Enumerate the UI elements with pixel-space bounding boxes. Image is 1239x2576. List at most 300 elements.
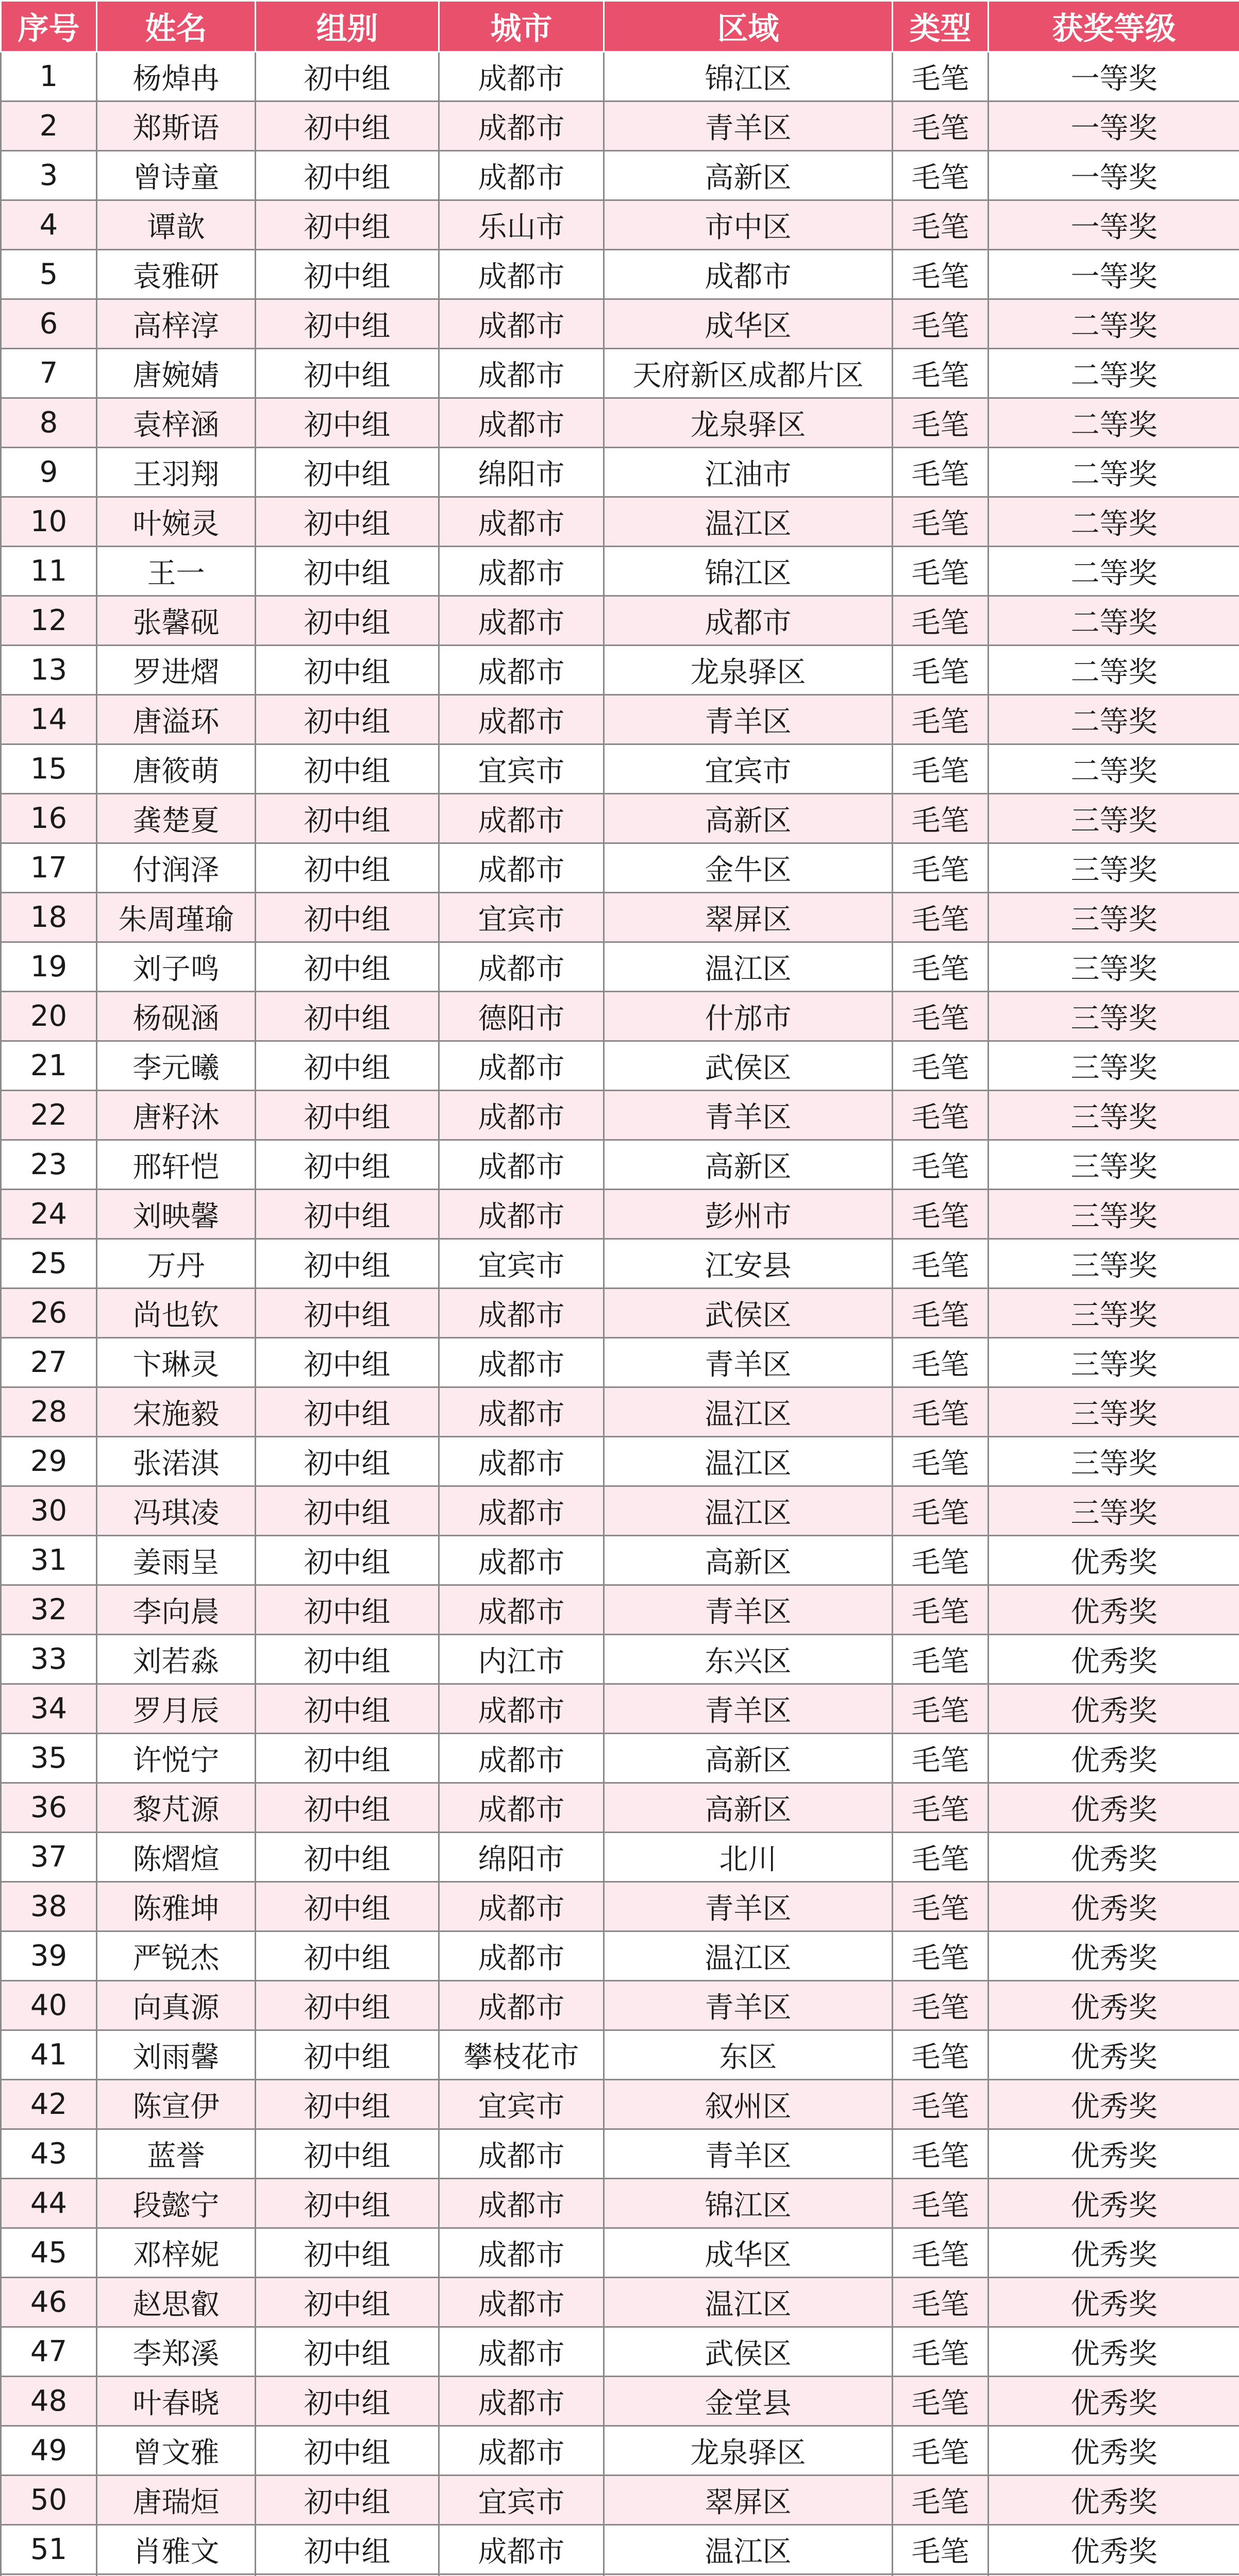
cell-group: 初中组 [256, 2030, 439, 2080]
cell-serial-number: 31 [1, 1536, 97, 1585]
table-row [1, 1734, 1239, 1783]
cell-serial-number: 8 [1, 398, 97, 448]
cell-group: 初中组 [256, 1734, 439, 1783]
cell-award-level: 三等奖 [989, 1338, 1239, 1387]
cell-name: 罗进熠 [97, 646, 256, 695]
table-row [1, 843, 1239, 893]
header-city: 城市 [439, 1, 604, 52]
cell-city: 成都市 [439, 1882, 604, 1931]
header-serial-number: 序号 [1, 1, 97, 52]
cell-award-level: 优秀奖 [989, 2030, 1239, 2080]
cell-area: 什邡市 [604, 992, 893, 1041]
cell-area: 江油市 [604, 448, 893, 497]
cell-group: 初中组 [256, 2377, 439, 2426]
cell-name: 袁雅研 [97, 250, 256, 299]
table-row [1, 1239, 1239, 1289]
cell-serial-number: 5 [1, 250, 97, 299]
cell-name: 宋施毅 [97, 1387, 256, 1437]
header-row [1, 1, 1239, 52]
cell-type: 毛笔 [893, 2228, 989, 2278]
cell-type: 毛笔 [893, 1882, 989, 1931]
cell-type: 毛笔 [893, 250, 989, 299]
cell-serial-number: 30 [1, 1486, 97, 1536]
cell-type: 毛笔 [893, 547, 989, 596]
table-row [1, 52, 1239, 101]
cell-city: 成都市 [439, 1338, 604, 1387]
cell-city: 攀枝花市 [439, 2030, 604, 2080]
cell-name: 邓梓妮 [97, 2228, 256, 2278]
cell-name: 卞琳灵 [97, 1338, 256, 1387]
cell-area: 高新区 [604, 1140, 893, 1190]
table-row [1, 1635, 1239, 1684]
cell-city: 成都市 [439, 398, 604, 448]
cell-type: 毛笔 [893, 744, 989, 794]
cell-group: 初中组 [256, 695, 439, 744]
cell-serial-number: 10 [1, 497, 97, 547]
cell-group: 初中组 [256, 2080, 439, 2129]
cell-name: 曾文雅 [97, 2426, 256, 2476]
cell-award-level: 优秀奖 [989, 1536, 1239, 1585]
table-row [1, 1140, 1239, 1190]
cell-type: 毛笔 [893, 893, 989, 942]
table-row [1, 2574, 1239, 2576]
table-body [1, 52, 1239, 2576]
cell-area: 武侯区 [604, 2327, 893, 2377]
cell-award-level: 三等奖 [989, 893, 1239, 942]
cell-award-level: 优秀奖 [989, 1981, 1239, 2030]
table-row [1, 1041, 1239, 1091]
cell-city: 成都市 [439, 299, 604, 349]
cell-type: 毛笔 [893, 52, 989, 101]
cell-group: 初中组 [256, 1338, 439, 1387]
cell-city: 成都市 [439, 1041, 604, 1091]
cell-area: 龙泉驿区 [604, 646, 893, 695]
header-name: 姓名 [97, 1, 256, 52]
cell-name: 付润泽 [97, 843, 256, 893]
cell-name: 刘映馨 [97, 1190, 256, 1239]
cell-name: 杨砚涵 [97, 992, 256, 1041]
cell-type: 毛笔 [893, 2426, 989, 2476]
cell-type: 毛笔 [893, 1437, 989, 1486]
cell-name: 王羽翔 [97, 448, 256, 497]
table-row [1, 1981, 1239, 2030]
table-row [1, 2377, 1239, 2426]
cell-award-level: 优秀奖 [989, 2080, 1239, 2129]
cell-area: 高新区 [604, 1734, 893, 1783]
cell-city: 宜宾市 [439, 893, 604, 942]
cell-type: 毛笔 [893, 2179, 989, 2228]
cell-city: 宜宾市 [439, 744, 604, 794]
cell-area: 成都市 [604, 596, 893, 646]
cell-name: 曾诗童 [97, 151, 256, 200]
cell-city: 成都市 [439, 1536, 604, 1585]
cell-area: 温江区 [604, 2525, 893, 2574]
cell-area: 温江区 [604, 497, 893, 547]
cell-area: 彭州市 [604, 1190, 893, 1239]
cell-city: 成都市 [439, 151, 604, 200]
cell-type: 毛笔 [893, 299, 989, 349]
cell-area: 锦江区 [604, 547, 893, 596]
cell-name: 唐瑞烜 [97, 2476, 256, 2525]
cell-area: 温江区 [604, 2278, 893, 2327]
cell-award-level: 三等奖 [989, 1239, 1239, 1289]
cell-group: 初中组 [256, 1140, 439, 1190]
cell-serial-number: 24 [1, 1190, 97, 1239]
cell-group: 初中组 [256, 1387, 439, 1437]
cell-group: 初中组 [256, 52, 439, 101]
cell-type: 毛笔 [893, 101, 989, 151]
cell-award-level: 三等奖 [989, 1190, 1239, 1239]
cell-city: 绵阳市 [439, 1833, 604, 1882]
cell-serial-number: 7 [1, 349, 97, 398]
cell-award-level: 优秀奖 [989, 1783, 1239, 1833]
table-row [1, 1387, 1239, 1437]
cell-city: 成都市 [439, 1289, 604, 1338]
table-row [1, 151, 1239, 200]
table-row [1, 1931, 1239, 1981]
cell-serial-number: 45 [1, 2228, 97, 2278]
cell-name: 李元曦 [97, 1041, 256, 1091]
cell-award-level: 三等奖 [989, 794, 1239, 843]
table-row [1, 2129, 1239, 2179]
cell-serial-number: 18 [1, 893, 97, 942]
cell-award-level: 三等奖 [989, 1091, 1239, 1140]
cell-city: 成都市 [439, 2179, 604, 2228]
cell-name: 刘雨馨 [97, 2030, 256, 2080]
cell-name: 赵思叡 [97, 2278, 256, 2327]
cell-area: 天府新区成都片区 [604, 349, 893, 398]
cell-area: 武侯区 [604, 1041, 893, 1091]
cell-award-level: 三等奖 [989, 1140, 1239, 1190]
cell-award-level: 二等奖 [989, 547, 1239, 596]
cell-type: 毛笔 [893, 2476, 989, 2525]
cell-area: 成都市 [604, 250, 893, 299]
cell-group: 初中组 [256, 2179, 439, 2228]
cell-name: 严锐杰 [97, 1931, 256, 1981]
cell-award-level: 三等奖 [989, 843, 1239, 893]
cell-city: 成都市 [439, 1486, 604, 1536]
cell-name: 谭歆 [97, 200, 256, 250]
table-row [1, 1190, 1239, 1239]
cell-area: 青羊区 [604, 1585, 893, 1635]
cell-name: 罗月辰 [97, 1684, 256, 1734]
cell-award-level: 优秀奖 [989, 1585, 1239, 1635]
cell-group: 初中组 [256, 1289, 439, 1338]
cell-area: 武侯区 [604, 1289, 893, 1338]
cell-name: 邢轩恺 [97, 1140, 256, 1190]
table-row [1, 1882, 1239, 1931]
table-row [1, 1585, 1239, 1635]
cell-award-level: 三等奖 [989, 1486, 1239, 1536]
cell-serial-number: 41 [1, 2030, 97, 2080]
cell-name: 向真源 [97, 1981, 256, 2030]
cell-name: 龚楚夏 [97, 794, 256, 843]
cell-serial-number: 4 [1, 200, 97, 250]
cell-serial-number: 42 [1, 2080, 97, 2129]
cell-type: 毛笔 [893, 1981, 989, 2030]
cell-city: 成都市 [439, 1585, 604, 1635]
cell-city: 成都市 [439, 596, 604, 646]
cell-area: 青羊区 [604, 1091, 893, 1140]
cell-award-level: 优秀奖 [989, 2377, 1239, 2426]
cell-area: 青羊区 [604, 695, 893, 744]
cell-type: 毛笔 [893, 2129, 989, 2179]
cell-city: 成都市 [439, 52, 604, 101]
cell-area: 高新区 [604, 794, 893, 843]
cell-award-level: 二等奖 [989, 398, 1239, 448]
cell-city: 宜宾市 [439, 1239, 604, 1289]
table-row [1, 1289, 1239, 1338]
cell-group: 初中组 [256, 2228, 439, 2278]
cell-name: 张渃淇 [97, 1437, 256, 1486]
cell-area: 翠屏区 [604, 2476, 893, 2525]
cell-name: 蓝誉 [97, 2129, 256, 2179]
cell-type: 毛笔 [893, 1734, 989, 1783]
cell-award-level: 一等奖 [989, 151, 1239, 200]
cell-name: 段懿宁 [97, 2179, 256, 2228]
cell-type: 毛笔 [893, 497, 989, 547]
cell-group: 初中组 [256, 1684, 439, 1734]
cell-area: 青羊区 [604, 101, 893, 151]
cell-name: 郑斯语 [97, 101, 256, 151]
cell-type: 毛笔 [893, 596, 989, 646]
cell-serial-number: 28 [1, 1387, 97, 1437]
cell-award-level: 优秀奖 [989, 1833, 1239, 1882]
cell-award-level: 三等奖 [989, 942, 1239, 992]
cell-award-level: 一等奖 [989, 101, 1239, 151]
table-row [1, 2476, 1239, 2525]
cell-city: 成都市 [439, 1684, 604, 1734]
cell-name: 陈熠煊 [97, 1833, 256, 1882]
table-row [1, 1833, 1239, 1882]
cell-group: 初中组 [256, 200, 439, 250]
cell-type: 毛笔 [893, 2030, 989, 2080]
table-row [1, 497, 1239, 547]
table-row [1, 2179, 1239, 2228]
cell-serial-number: 47 [1, 2327, 97, 2377]
cell-type: 毛笔 [893, 1486, 989, 1536]
cell-area: 高新区 [604, 1536, 893, 1585]
cell-name: 许悦宁 [97, 1734, 256, 1783]
cell-type: 毛笔 [893, 2377, 989, 2426]
cell-serial-number: 43 [1, 2129, 97, 2179]
cell-award-level: 优秀奖 [989, 1635, 1239, 1684]
cell-serial-number [1, 2574, 97, 2576]
cell-award-level: 三等奖 [989, 1289, 1239, 1338]
table-row [1, 1091, 1239, 1140]
cell-group: 初中组 [256, 1981, 439, 2030]
cell-award-level: 优秀奖 [989, 1882, 1239, 1931]
cell-type: 毛笔 [893, 1783, 989, 1833]
cell-serial-number: 36 [1, 1783, 97, 1833]
cell-serial-number: 3 [1, 151, 97, 200]
table-row [1, 2525, 1239, 2574]
cell-award-level: 二等奖 [989, 299, 1239, 349]
cell-type: 毛笔 [893, 1289, 989, 1338]
cell-serial-number: 35 [1, 1734, 97, 1783]
cell-area: 温江区 [604, 1486, 893, 1536]
cell-group: 初中组 [256, 744, 439, 794]
cell-type: 毛笔 [893, 646, 989, 695]
cell-group: 初中组 [256, 1931, 439, 1981]
table-row [1, 398, 1239, 448]
cell-serial-number: 21 [1, 1041, 97, 1091]
cell-type: 毛笔 [893, 1140, 989, 1190]
cell-city: 成都市 [439, 1140, 604, 1190]
cell-group: 初中组 [256, 1585, 439, 1635]
cell-group: 初中组 [256, 2476, 439, 2525]
cell-group: 初中组 [256, 1190, 439, 1239]
cell-award-level: 优秀奖 [989, 1684, 1239, 1734]
cell-type: 毛笔 [893, 1931, 989, 1981]
table-row [1, 349, 1239, 398]
table-row [1, 2426, 1239, 2476]
cell-award-level: 优秀奖 [989, 2129, 1239, 2179]
header-group: 组别 [256, 1, 439, 52]
cell-serial-number: 37 [1, 1833, 97, 1882]
cell-serial-number: 23 [1, 1140, 97, 1190]
cell-serial-number: 17 [1, 843, 97, 893]
cell-city: 成都市 [439, 250, 604, 299]
cell-award-level: 三等奖 [989, 1437, 1239, 1486]
cell-type: 毛笔 [893, 1190, 989, 1239]
cell-group: 初中组 [256, 1783, 439, 1833]
cell-city: 宜宾市 [439, 2476, 604, 2525]
table-row [1, 1684, 1239, 1734]
cell-group: 初中组 [256, 250, 439, 299]
cell-group: 初中组 [256, 596, 439, 646]
cell-award-level: 优秀奖 [989, 1931, 1239, 1981]
cell-area: 金牛区 [604, 843, 893, 893]
table-row [1, 2327, 1239, 2377]
cell-name: 陈宣伊 [97, 2080, 256, 2129]
cell-award-level: 优秀奖 [989, 1734, 1239, 1783]
cell-group: 初中组 [256, 1041, 439, 1091]
cell-name: 袁梓涵 [97, 398, 256, 448]
cell-award-level: 优秀奖 [989, 2426, 1239, 2476]
cell-area: 成华区 [604, 2228, 893, 2278]
cell-award-level: 优秀奖 [989, 2179, 1239, 2228]
cell-serial-number: 33 [1, 1635, 97, 1684]
cell-city: 乐山市 [439, 200, 604, 250]
cell-award-level: 二等奖 [989, 646, 1239, 695]
cell-area: 青羊区 [604, 1338, 893, 1387]
cell-city: 成都市 [439, 2129, 604, 2179]
cell-group: 初中组 [256, 2129, 439, 2179]
cell-area: 青羊区 [604, 1684, 893, 1734]
cell-group: 初中组 [256, 2525, 439, 2574]
cell-type: 毛笔 [893, 2080, 989, 2129]
table-row [1, 2278, 1239, 2327]
cell-serial-number: 34 [1, 1684, 97, 1734]
cell-name: 高梓淳 [97, 299, 256, 349]
cell-city: 绵阳市 [439, 448, 604, 497]
cell-group: 初中组 [256, 1091, 439, 1140]
cell-award-level: 二等奖 [989, 349, 1239, 398]
cell-serial-number: 16 [1, 794, 97, 843]
cell-serial-number: 50 [1, 2476, 97, 2525]
cell-serial-number: 6 [1, 299, 97, 349]
cell-area: 东区 [604, 2030, 893, 2080]
cell-area: 宜宾市 [604, 744, 893, 794]
cell-area: 高新区 [604, 151, 893, 200]
cell-award-level: 一等奖 [989, 250, 1239, 299]
cell-city: 成都市 [439, 2278, 604, 2327]
table-row [1, 794, 1239, 843]
cell-type: 毛笔 [893, 1387, 989, 1437]
cell-city: 成都市 [439, 942, 604, 992]
cell-serial-number: 27 [1, 1338, 97, 1387]
cell-serial-number: 49 [1, 2426, 97, 2476]
cell-area: 青羊区 [604, 1981, 893, 2030]
cell-group: 初中组 [256, 299, 439, 349]
table-row [1, 200, 1239, 250]
cell-area [604, 2574, 893, 2576]
cell-group: 初中组 [256, 497, 439, 547]
table-row [1, 992, 1239, 1041]
cell-group: 初中组 [256, 101, 439, 151]
cell-group: 初中组 [256, 794, 439, 843]
cell-name: 叶春晓 [97, 2377, 256, 2426]
cell-name: 杨焯冉 [97, 52, 256, 101]
cell-name [97, 2574, 256, 2576]
cell-award-level: 二等奖 [989, 695, 1239, 744]
cell-city: 成都市 [439, 695, 604, 744]
header-award-level: 获奖等级 [989, 1, 1239, 52]
cell-type: 毛笔 [893, 695, 989, 744]
cell-serial-number: 38 [1, 1882, 97, 1931]
table-row [1, 695, 1239, 744]
cell-serial-number: 19 [1, 942, 97, 992]
cell-group: 初中组 [256, 2426, 439, 2476]
cell-area: 高新区 [604, 1783, 893, 1833]
cell-type: 毛笔 [893, 794, 989, 843]
cell-type: 毛笔 [893, 2278, 989, 2327]
cell-type [893, 2574, 989, 2576]
cell-serial-number: 48 [1, 2377, 97, 2426]
cell-name: 李向晨 [97, 1585, 256, 1635]
cell-city: 成都市 [439, 1190, 604, 1239]
cell-city: 成都市 [439, 1437, 604, 1486]
cell-city: 成都市 [439, 2525, 604, 2574]
cell-area: 翠屏区 [604, 893, 893, 942]
cell-award-level: 一等奖 [989, 52, 1239, 101]
cell-group: 初中组 [256, 843, 439, 893]
cell-city: 成都市 [439, 1387, 604, 1437]
cell-area: 北川 [604, 1833, 893, 1882]
cell-award-level: 三等奖 [989, 992, 1239, 1041]
table-row [1, 1338, 1239, 1387]
cell-area: 青羊区 [604, 2129, 893, 2179]
cell-serial-number: 29 [1, 1437, 97, 1486]
cell-area: 温江区 [604, 942, 893, 992]
cell-group: 初中组 [256, 1536, 439, 1585]
cell-city: 成都市 [439, 646, 604, 695]
cell-city: 内江市 [439, 1635, 604, 1684]
cell-award-level [989, 2574, 1239, 2576]
cell-award-level: 优秀奖 [989, 2327, 1239, 2377]
cell-serial-number: 25 [1, 1239, 97, 1289]
cell-city: 成都市 [439, 1783, 604, 1833]
cell-group: 初中组 [256, 2327, 439, 2377]
cell-city: 成都市 [439, 547, 604, 596]
cell-serial-number: 13 [1, 646, 97, 695]
cell-name: 张馨砚 [97, 596, 256, 646]
cell-name: 王一 [97, 547, 256, 596]
cell-name: 朱周瑾瑜 [97, 893, 256, 942]
cell-city: 宜宾市 [439, 2080, 604, 2129]
cell-name: 刘子鸣 [97, 942, 256, 992]
